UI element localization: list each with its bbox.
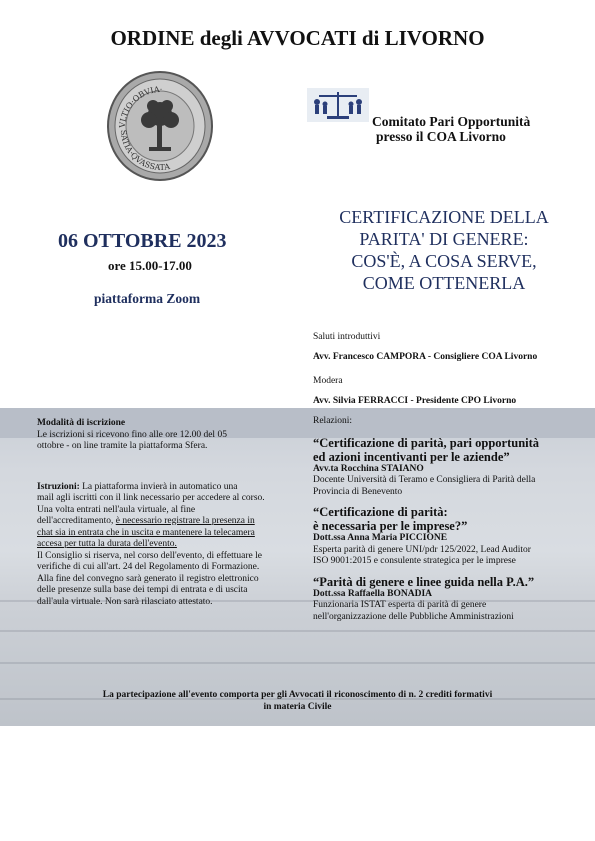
- seal-text-bottom: SATIA·QVASSATA: [118, 129, 171, 173]
- credits-line-1: La partecipazione all'evento comporta per gli Avvocati il riconoscimento di n. 2 crediti formativi: [102, 690, 493, 700]
- instructions-text: verifiche di cui all'art. 24 del Regolamento di Formazione.: [37, 562, 260, 572]
- credits-line-2: in materia Civile: [263, 702, 332, 712]
- talk-speaker: Dott.ssa Raffaella BONADIA: [313, 588, 433, 599]
- instructions-text-underlined: accesa per tutta la durata dell'evento.: [37, 539, 177, 549]
- talk-title-line: è necessaria per le imprese?”: [313, 519, 468, 533]
- talk-item: [313, 436, 573, 499]
- event-title: [318, 206, 570, 294]
- instructions-text: Alla fine del convegno sarà generato il registro elettronico: [37, 573, 259, 584]
- credits-note: [60, 689, 535, 713]
- talk-speaker-role: Funzionaria ISTAT esperta di parità di genere: [313, 600, 487, 610]
- seal-text-top: VLTIO·OBVIA·: [117, 84, 163, 129]
- instructions-text-underlined: chat sia in entrata che in uscita e mantenere la telecamera: [37, 527, 255, 538]
- talk-speaker: Avv.ta Rocchina STAIANO: [313, 463, 424, 474]
- cpo-scales-logo-icon: [307, 88, 369, 122]
- registration-text: Le iscrizioni si ricevono fino alle ore 12.00 del 05: [37, 429, 227, 440]
- relazioni-label: Relazioni:: [313, 416, 353, 426]
- talk-item: [313, 505, 573, 568]
- modera-label: Modera: [313, 376, 343, 386]
- talk-title-line: ed azioni incentivanti per le aziende”: [313, 449, 510, 464]
- event-title-line-4: COME OTTENERLA: [362, 273, 526, 293]
- cpo-committee-name: [372, 114, 530, 144]
- talk-item: [313, 575, 573, 624]
- instructions-text: La piattaforma invierà in automatico una: [79, 481, 238, 492]
- registration-info: [37, 418, 285, 608]
- instructions-text-underlined: è necessario registrare la presenza in: [115, 516, 255, 526]
- program: [313, 332, 573, 623]
- floor-tile-line: [0, 630, 595, 632]
- talk-speaker-role: nell'organizzazione delle Pubbliche Amministrazioni: [313, 611, 514, 622]
- instructions-text: Una volta entrati nell'aula virtuale, al fine: [37, 504, 196, 515]
- talk-speaker-role: Provincia di Benevento: [313, 486, 403, 497]
- instructions: [37, 482, 285, 609]
- talk-speaker-role: Esperta parità di genere UNI/pdr 125/2022, Lead Auditor: [313, 544, 531, 555]
- event-title-line-1: CERTIFICAZIONE DELLA: [339, 207, 549, 227]
- talk-title-line: “Parità di genere e linee guida nella P.A.”: [313, 574, 535, 589]
- registration-heading: Modalità di iscrizione: [37, 418, 126, 428]
- saluti-person: Avv. Francesco CAMPORA - Consigliere COA Livorno: [313, 351, 538, 362]
- instructions-text: mail agli iscritti con il link necessario per accedere al corso.: [37, 493, 265, 503]
- cpo-line-2: presso il COA Livorno: [376, 129, 506, 144]
- event-platform: piattaforma Zoom: [94, 291, 201, 306]
- instructions-text: delle presenze sulla base dei tempi di entrata e di uscita: [37, 585, 248, 595]
- event-date: 06 OTTOBRE 2023: [58, 230, 227, 252]
- registration-text: ottobre - on line tramite la piattaforma Sfera.: [37, 441, 208, 451]
- bar-seal-icon: [105, 70, 215, 182]
- talk-speaker-role: ISO 9001:2015 e consulente strategica per le imprese: [313, 556, 516, 566]
- instructions-text: dall'aula virtuale. Non sarà rilasciato attestato.: [37, 596, 213, 607]
- event-title-line-2: PARITA' DI GENERE:: [359, 229, 529, 249]
- event-time: ore 15.00-17.00: [108, 258, 192, 273]
- instructions-label: Istruzioni:: [37, 481, 80, 492]
- page-title: ORDINE degli AVVOCATI di LIVORNO: [110, 26, 485, 50]
- event-title-line-3: COS'È, A COSA SERVE,: [351, 251, 537, 271]
- talk-speaker-role: Docente Università di Teramo e Consigliera di Parità della: [313, 475, 536, 485]
- cpo-line-1: Comitato Pari Opportunità: [372, 114, 531, 129]
- modera-person: Avv. Silvia FERRACCI - Presidente CPO Livorno: [313, 395, 517, 406]
- saluti-label: Saluti introduttivi: [313, 332, 381, 342]
- talk-speaker: Dott.ssa Anna Maria PICCIONE: [313, 533, 448, 543]
- talk-title-line: “Certificazione di parità:: [313, 505, 448, 519]
- instructions-text: Il Consiglio si riserva, nel corso dell'evento, di effettuare le: [37, 550, 262, 561]
- talk-title-line: “Certificazione di parità, pari opportunità: [313, 435, 540, 450]
- instructions-text: dell'accreditamento,: [37, 516, 116, 526]
- floor-tile-line: [0, 662, 595, 664]
